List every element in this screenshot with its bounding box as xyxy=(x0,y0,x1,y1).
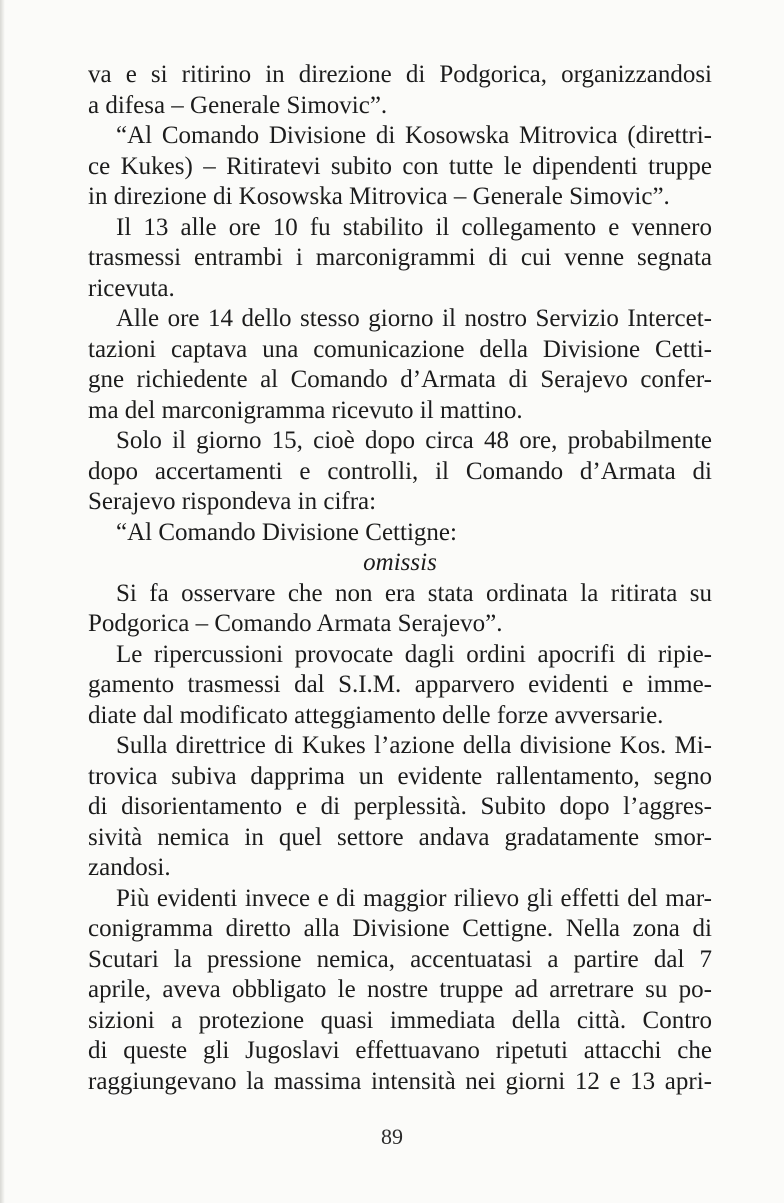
text-line: Alle ore 14 dello stesso giorno il nostro Servizio Intercet- xyxy=(116,305,712,332)
text-line: a difesa – Generale Simovic”. xyxy=(88,91,388,119)
text-line: trasmessi entrambi i marconigrammi di cui venne segnata xyxy=(88,244,712,271)
text-line: tazioni captava una comunicazione della Divisione Cetti- xyxy=(88,335,712,363)
omissis-line: omissis xyxy=(363,549,437,576)
text-line: dopo accertamenti e controlli, il Comando d’Armata di xyxy=(88,457,712,485)
text-line: Sulla direttrice di Kukes l’azione della divisione Kos. Mi- xyxy=(116,732,712,759)
text-line: in direzione di Kosowska Mitrovica – Generale Simovic”. xyxy=(88,183,670,210)
text-line: Serajevo rispondeva in cifra: xyxy=(88,488,377,515)
text-line: gne richiedente al Comando d’Armata di Serajevo confer- xyxy=(88,366,712,393)
text-line: ma del marconigramma ricevuto il mattino. xyxy=(88,396,523,424)
text-line: sizioni a protezione quasi immediata della città. Contro xyxy=(88,1006,712,1034)
text-line: ce Kukes) – Ritiratevi subito con tutte le dipendenti truppe xyxy=(88,152,712,180)
text-line: conigramma diretto alla Divisione Cettigne. Nella zona di xyxy=(88,915,712,942)
text-line: Scutari la pressione nemica, accentuatasi a partire dal 7 xyxy=(88,945,712,973)
text-line: di disorientamento e di perplessità. Subito dopo l’aggres- xyxy=(88,793,712,820)
text-line: Podgorica – Comando Armata Serajevo”. xyxy=(88,610,503,637)
body-text xyxy=(88,60,712,1097)
text-line: va e si ritirino in direzione di Podgorica, organizzandosi xyxy=(88,61,712,88)
text-line: sività nemica in quel settore andava gradatamente smor- xyxy=(88,823,712,851)
text-line: “Al Comando Divisione Cettigne: xyxy=(116,518,457,546)
text-line: diate dal modificato atteggiamento delle forze avversarie. xyxy=(88,701,664,729)
text-line: Il 13 alle ore 10 fu stabilito il collegamento e vennero xyxy=(116,213,712,241)
text-line: zandosi. xyxy=(88,854,171,881)
text-line: Più evidenti invece e di maggior rilievo gli effetti del mar- xyxy=(116,884,712,912)
text-line: gamento trasmessi dal S.I.M. apparvero evidenti e imme- xyxy=(88,671,712,698)
text-line: trovica subiva dapprima un evidente rallentamento, segno xyxy=(88,762,712,790)
text-line: ricevuta. xyxy=(88,274,175,302)
text-line: di queste gli Jugoslavi effettuavano ripetuti attacchi che xyxy=(88,1037,712,1064)
text-line: raggiungevano la massima intensità nei giorni 12 e 13 apri- xyxy=(88,1067,712,1095)
text-line: “Al Comando Divisione di Kosowska Mitrovica (direttri- xyxy=(116,122,712,149)
page-number: 89 xyxy=(381,1124,403,1149)
page-edge-shadow xyxy=(0,0,5,1203)
text-line: aprile, aveva obbligato le nostre truppe ad arretrare su po- xyxy=(88,976,712,1003)
text-line: Le ripercussioni provocate dagli ordini apocrifi di ripie- xyxy=(116,640,712,668)
text-line: Solo il giorno 15, cioè dopo circa 48 ore, probabilmente xyxy=(116,427,712,454)
text-line: Si fa osservare che non era stata ordinata la ritirata su xyxy=(116,579,712,607)
